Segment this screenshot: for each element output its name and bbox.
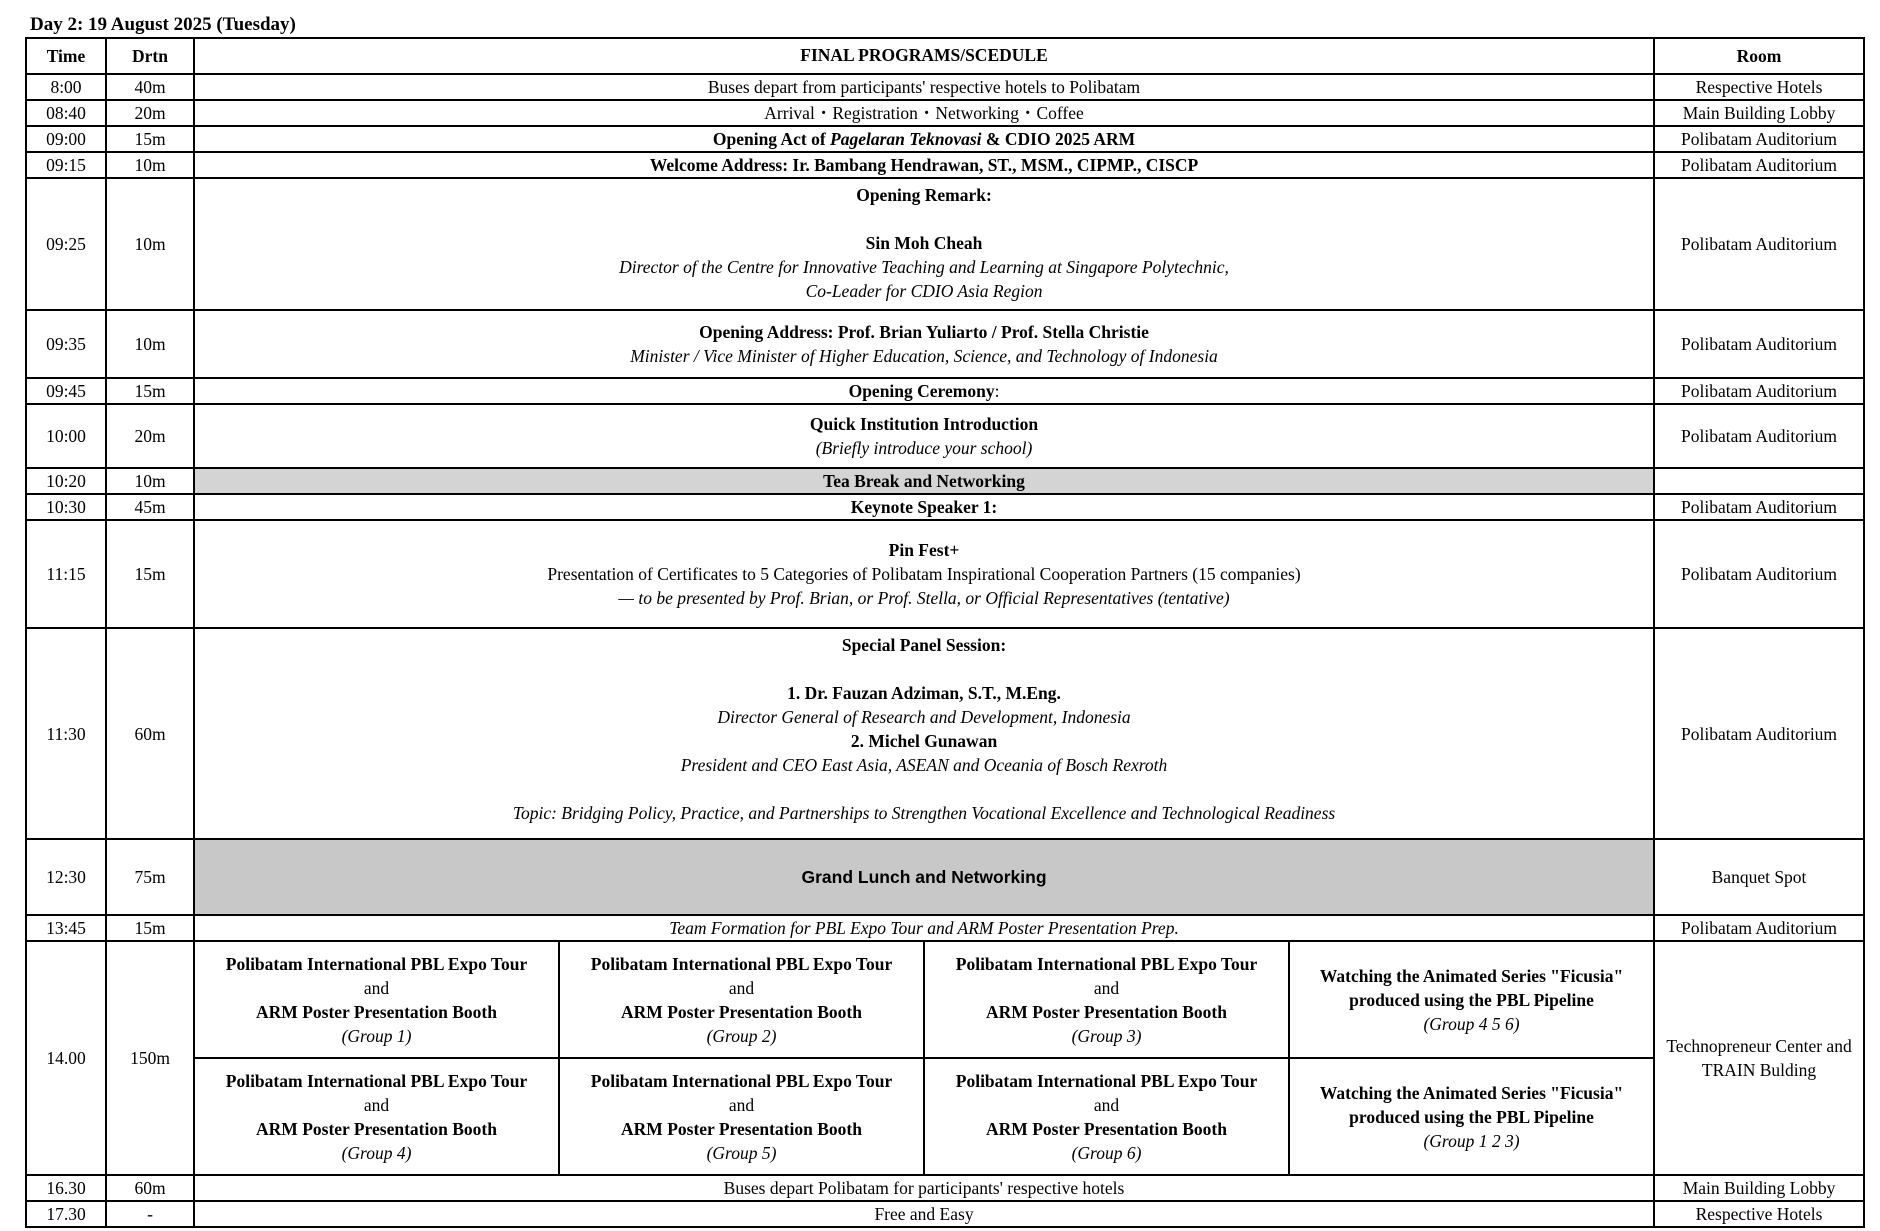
watch-title: Watching the Animated Series "Ficusia" <box>1319 965 1624 986</box>
duration-cell: 20m <box>106 404 194 468</box>
table-row <box>26 378 1864 404</box>
table-row <box>26 494 1864 520</box>
time-cell: 12:30 <box>26 839 106 915</box>
duration-cell: 20m <box>106 100 194 126</box>
spacer <box>199 657 1649 681</box>
booth-title: ARM Poster Presentation Booth <box>621 1001 862 1022</box>
spacer <box>199 207 1649 231</box>
day-title: Day 2: 19 August 2025 (Tuesday) <box>30 14 296 35</box>
duration-cell: 15m <box>106 915 194 941</box>
session-note: (Briefly introduce your school) <box>815 438 1033 458</box>
program-cell <box>194 126 1654 152</box>
booth-title: ARM Poster Presentation Booth <box>621 1118 862 1139</box>
session-heading: Pin Fest+ <box>888 540 960 560</box>
program-cell: Grand Lunch and Networking <box>194 839 1654 915</box>
room-cell: Polibatam Auditorium <box>1654 178 1864 310</box>
program-cell: Welcome Address: Ir. Bambang Hendrawan, ST., MSM., CIPMP., CISCP <box>194 152 1654 178</box>
time-cell: 08:40 <box>26 100 106 126</box>
duration-cell: 45m <box>106 494 194 520</box>
room-cell: Polibatam Auditorium <box>1654 915 1864 941</box>
room-cell: Polibatam Auditorium <box>1654 520 1864 628</box>
group-cell <box>194 1058 559 1175</box>
room-cell: Technopreneur Center and TRAIN Bulding <box>1654 941 1864 1175</box>
group-label: (Group 1 2 3) <box>1423 1130 1520 1151</box>
table-row <box>26 1058 1864 1175</box>
time-cell: 09:25 <box>26 178 106 310</box>
session-heading: Opening Ceremony <box>848 381 995 401</box>
group-label: (Group 6) <box>1071 1142 1142 1163</box>
table-row <box>26 100 1864 126</box>
duration-cell: 10m <box>106 152 194 178</box>
program-text: & CDIO 2025 ARM <box>981 129 1136 149</box>
duration-cell: 60m <box>106 628 194 839</box>
header-duration: Drtn <box>106 38 194 74</box>
duration-cell: 10m <box>106 468 194 494</box>
session-description: Presentation of Certificates to 5 Categories of Polibatam Inspirational Cooperation Partners (15 companies) <box>547 564 1301 584</box>
time-cell: 17.30 <box>26 1201 106 1227</box>
room-cell: Polibatam Auditorium <box>1654 494 1864 520</box>
and-text: and <box>1093 977 1120 998</box>
program-cell: Arrival・Registration・Networking・Coffee <box>194 100 1654 126</box>
and-text: and <box>1093 1094 1120 1115</box>
time-cell: 16.30 <box>26 1175 106 1201</box>
booth-title: ARM Poster Presentation Booth <box>256 1118 497 1139</box>
table-row <box>26 839 1864 915</box>
program-cell <box>194 404 1654 468</box>
speaker-role: Co-Leader for CDIO Asia Region <box>805 281 1043 301</box>
expo-title: Polibatam International PBL Expo Tour <box>590 953 893 974</box>
time-cell: 10:20 <box>26 468 106 494</box>
room-cell: Main Building Lobby <box>1654 1175 1864 1201</box>
group-cell <box>924 1058 1289 1175</box>
and-text: and <box>363 977 390 998</box>
watch-subtitle: produced using the PBL Pipeline <box>1349 989 1594 1010</box>
speaker-role: President and CEO East Asia, ASEAN and Oceania of Bosch Rexroth <box>680 755 1168 775</box>
room-cell <box>1654 468 1864 494</box>
duration-cell: 15m <box>106 126 194 152</box>
group-cell <box>559 1058 924 1175</box>
table-row <box>26 628 1864 839</box>
program-cell: Team Formation for PBL Expo Tour and ARM Poster Presentation Prep. <box>194 915 1654 941</box>
program-cell <box>194 520 1654 628</box>
time-cell: 11:15 <box>26 520 106 628</box>
time-cell: 09:00 <box>26 126 106 152</box>
watch-subtitle: produced using the PBL Pipeline <box>1349 1106 1594 1127</box>
table-row <box>26 1175 1864 1201</box>
table-row <box>26 1201 1864 1227</box>
table-row <box>26 404 1864 468</box>
speaker-role: Minister / Vice Minister of Higher Education, Science, and Technology of Indonesia <box>630 346 1218 366</box>
duration-cell: 150m <box>106 941 194 1175</box>
header-time: Time <box>26 38 106 74</box>
duration-cell: 15m <box>106 378 194 404</box>
group-cell <box>194 941 559 1058</box>
time-cell: 8:00 <box>26 74 106 100</box>
program-cell: Buses depart Polibatam for participants' respective hotels <box>194 1175 1654 1201</box>
duration-cell: 15m <box>106 520 194 628</box>
speaker-name: 1. Dr. Fauzan Adziman, S.T., M.Eng. <box>787 683 1061 703</box>
and-text: and <box>728 1094 755 1115</box>
duration-cell: 10m <box>106 178 194 310</box>
speaker-role: Director General of Research and Development, Indonesia <box>717 707 1131 727</box>
room-cell: Banquet Spot <box>1654 839 1864 915</box>
room-cell: Polibatam Auditorium <box>1654 152 1864 178</box>
group-label: (Group 4 5 6) <box>1423 1013 1520 1034</box>
booth-title: ARM Poster Presentation Booth <box>986 1118 1227 1139</box>
program-text: Opening Act of <box>712 129 831 149</box>
duration-cell: 10m <box>106 310 194 378</box>
program-cell <box>194 378 1654 404</box>
table-header-row <box>26 38 1864 74</box>
heading-suffix: : <box>994 381 1000 401</box>
program-cell: Free and Easy <box>194 1201 1654 1227</box>
expo-title: Polibatam International PBL Expo Tour <box>225 1070 528 1091</box>
speaker-name: Sin Moh Cheah <box>865 233 983 253</box>
group-label: (Group 4) <box>341 1142 412 1163</box>
time-cell: 11:30 <box>26 628 106 839</box>
room-cell: Polibatam Auditorium <box>1654 310 1864 378</box>
time-cell: 14.00 <box>26 941 106 1175</box>
program-cell <box>194 310 1654 378</box>
and-text: and <box>728 977 755 998</box>
header-program: FINAL PROGRAMS/SCEDULE <box>194 38 1654 74</box>
group-label: (Group 2) <box>706 1025 777 1046</box>
session-heading: Special Panel Session: <box>841 635 1007 655</box>
spacer <box>199 777 1649 801</box>
expo-title: Polibatam International PBL Expo Tour <box>955 1070 1258 1091</box>
speaker-name: 2. Michel Gunawan <box>850 731 998 751</box>
table-row <box>26 126 1864 152</box>
event-name: Pagelaran Teknovasi <box>830 129 982 149</box>
watch-title: Watching the Animated Series "Ficusia" <box>1319 1082 1624 1103</box>
table-row <box>26 74 1864 100</box>
session-note: — to be presented by Prof. Brian, or Prof. Stella, or Official Representatives (tentative) <box>618 588 1230 608</box>
room-cell: Main Building Lobby <box>1654 100 1864 126</box>
table-row <box>26 152 1864 178</box>
program-cell: Tea Break and Networking <box>194 468 1654 494</box>
program-cell: Keynote Speaker 1: <box>194 494 1654 520</box>
program-cell <box>194 178 1654 310</box>
session-heading: Opening Remark: <box>856 185 992 205</box>
table-row <box>26 310 1864 378</box>
table-row <box>26 178 1864 310</box>
group-cell <box>1289 1058 1654 1175</box>
program-cell: Buses depart from participants' respective hotels to Polibatam <box>194 74 1654 100</box>
panel-topic: Topic: Bridging Policy, Practice, and Partnerships to Strengthen Vocational Excellence and Technological Readiness <box>512 803 1336 823</box>
duration-cell: 75m <box>106 839 194 915</box>
room-cell: Respective Hotels <box>1654 74 1864 100</box>
expo-title: Polibatam International PBL Expo Tour <box>590 1070 893 1091</box>
session-heading: Quick Institution Introduction <box>809 414 1039 434</box>
group-label: (Group 1) <box>341 1025 412 1046</box>
time-cell: 13:45 <box>26 915 106 941</box>
table-row <box>26 915 1864 941</box>
expo-title: Polibatam International PBL Expo Tour <box>955 953 1258 974</box>
time-cell: 10:30 <box>26 494 106 520</box>
header-room: Room <box>1654 38 1864 74</box>
session-heading: Opening Address: Prof. Brian Yuliarto / Prof. Stella Christie <box>699 322 1149 342</box>
table-row <box>26 520 1864 628</box>
time-cell: 09:35 <box>26 310 106 378</box>
speaker-role: Director of the Centre for Innovative Teaching and Learning at Singapore Polytechnic, <box>619 257 1229 277</box>
group-cell <box>1289 941 1654 1058</box>
group-label: (Group 3) <box>1071 1025 1142 1046</box>
group-cell <box>559 941 924 1058</box>
room-cell: Polibatam Auditorium <box>1654 378 1864 404</box>
time-cell: 09:45 <box>26 378 106 404</box>
room-cell: Polibatam Auditorium <box>1654 404 1864 468</box>
room-cell: Polibatam Auditorium <box>1654 628 1864 839</box>
duration-cell: 40m <box>106 74 194 100</box>
table-row <box>26 468 1864 494</box>
room-cell: Polibatam Auditorium <box>1654 126 1864 152</box>
expo-title: Polibatam International PBL Expo Tour <box>225 953 528 974</box>
group-label: (Group 5) <box>706 1142 777 1163</box>
schedule-table <box>25 37 1865 1228</box>
duration-cell: - <box>106 1201 194 1227</box>
group-cell <box>924 941 1289 1058</box>
table-row <box>26 941 1864 1058</box>
program-cell <box>194 628 1654 839</box>
and-text: and <box>363 1094 390 1115</box>
booth-title: ARM Poster Presentation Booth <box>256 1001 497 1022</box>
time-cell: 09:15 <box>26 152 106 178</box>
room-cell: Respective Hotels <box>1654 1201 1864 1227</box>
duration-cell: 60m <box>106 1175 194 1201</box>
time-cell: 10:00 <box>26 404 106 468</box>
booth-title: ARM Poster Presentation Booth <box>986 1001 1227 1022</box>
